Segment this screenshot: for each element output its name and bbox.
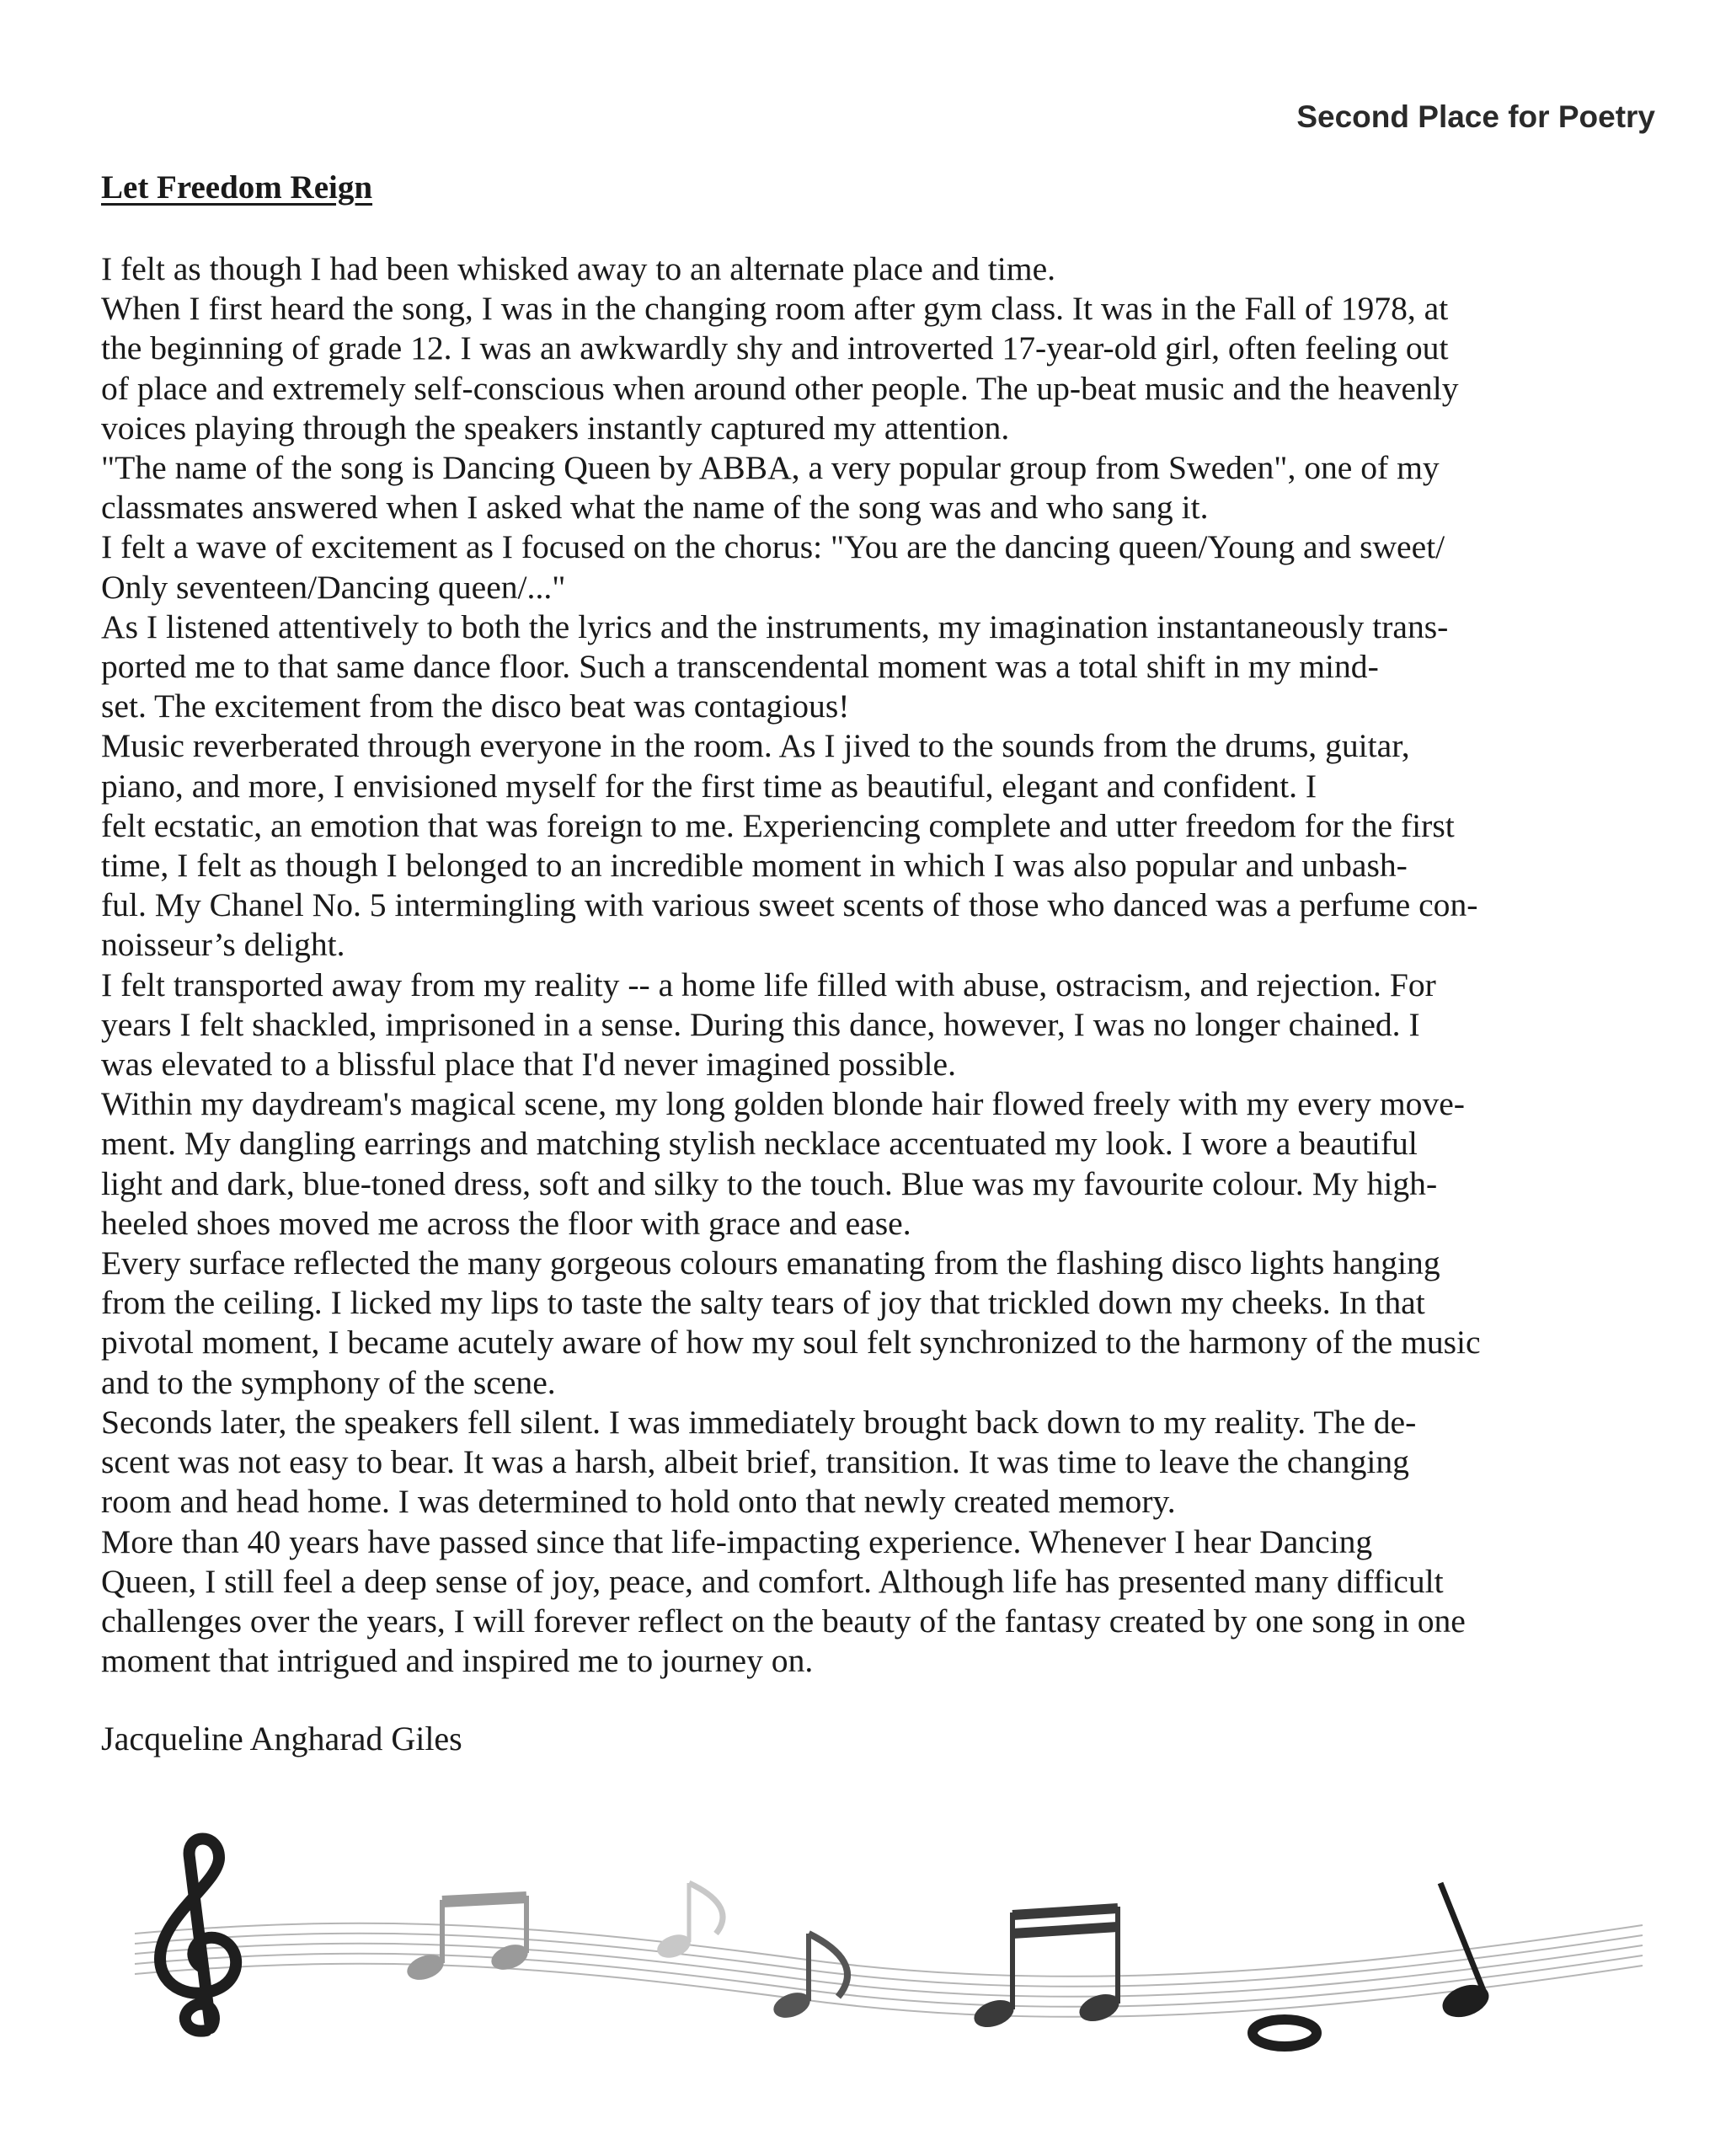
poem-line: More than 40 years have passed since that life-impacting experience. Whenever I hear Dancing	[101, 1522, 1373, 1560]
poem-line: I felt a wave of excitement as I focused on the chorus: "You are the dancing queen/Young and sweet/	[101, 528, 1445, 566]
poem-line: classmates answered when I asked what the name of the song was and who sang it.	[101, 489, 1209, 527]
poem-line: I felt as though I had been whisked away to an alternate place and time.	[101, 250, 1056, 287]
poem-line: Music reverberated through everyone in the room. As I jived to the sounds from the drums, guitar,	[101, 727, 1410, 765]
poem-line: voices playing through the speakers instantly captured my attention.	[101, 409, 1010, 447]
poem-line: moment that intrigued and inspired me to journey on.	[101, 1642, 814, 1680]
poem-line: light and dark, blue-toned dress, soft and silky to the touch. Blue was my favourite colour. My high-	[101, 1164, 1438, 1202]
poem-line: room and head home. I was determined to hold onto that newly created memory.	[101, 1483, 1176, 1521]
poem-line: Seconds later, the speakers fell silent. I was immediately brought back down to my reality. The de-	[101, 1403, 1417, 1441]
poem-line: Only seventeen/Dancing queen/..."	[101, 568, 566, 606]
poem-line: As I listened attentively to both the lyrics and the instruments, my imagination instantaneously trans-	[101, 607, 1449, 645]
poem-line: piano, and more, I envisioned myself for the first time as beautiful, elegant and confident. I	[101, 767, 1317, 805]
poem-line: heeled shoes moved me across the floor with grace and ease.	[101, 1204, 911, 1242]
poem-line: ful. My Chanel No. 5 intermingling with various sweet scents of those who danced was a perfume con-	[101, 886, 1478, 924]
poem-line: scent was not easy to bear. It was a harsh, albeit brief, transition. It was time to leave the changing	[101, 1443, 1409, 1481]
poem-title: Let Freedom Reign	[101, 169, 373, 206]
poem-line: ment. My dangling earrings and matching stylish necklace accentuated my look. I wore a beautiful	[101, 1125, 1418, 1163]
poem-line: years I felt shackled, imprisoned in a sense. During this dance, however, I was no longer chained. I	[101, 1005, 1420, 1043]
poem-line: of place and extremely self-conscious when around other people. The up-beat music and the heavenly	[101, 369, 1459, 407]
poem-line: ported me to that same dance floor. Such a transcendental moment was a total shift in my mind-	[101, 648, 1379, 686]
poem-line: Every surface reflected the many gorgeous colours emanating from the flashing disco lights hanging	[101, 1244, 1440, 1282]
poem-line: felt ecstatic, an emotion that was foreign to me. Experiencing complete and utter freedom for the first	[101, 806, 1455, 844]
poem-line: was elevated to a blissful place that I'd never imagined possible.	[101, 1046, 956, 1083]
award-heading: Second Place for Poetry	[1296, 99, 1655, 134]
poem-line: "The name of the song is Dancing Queen by ABBA, a very popular group from Sweden", one of my	[101, 449, 1440, 487]
poem-line: Within my daydream's magical scene, my long golden blonde hair flowed freely with my every move-	[101, 1085, 1465, 1123]
poem-line: the beginning of grade 12. I was an awkwardly shy and introverted 17-year-old girl, often feeling out	[101, 329, 1449, 367]
poem-line: set. The excitement from the disco beat was contagious!	[101, 687, 850, 725]
poem-line: Queen, I still feel a deep sense of joy, peace, and comfort. Although life has presented many difficult	[101, 1562, 1444, 1600]
author-signature: Jacqueline Angharad Giles	[101, 1720, 462, 1757]
music-staff-notes-icon	[126, 1832, 1651, 2052]
poem-body	[101, 249, 1655, 1681]
poem-line: I felt transported away from my reality -- a home life filled with abuse, ostracism, and rejection. For	[101, 966, 1436, 1003]
poem-line: from the ceiling. I licked my lips to taste the salty tears of joy that trickled down my cheeks. In that	[101, 1284, 1425, 1322]
poem-line: time, I felt as though I belonged to an incredible moment in which I was also popular and unbash-	[101, 847, 1408, 885]
poem-line: noisseur’s delight.	[101, 926, 345, 964]
poem-line: When I first heard the song, I was in the changing room after gym class. It was in the Fall of 1978, at	[101, 290, 1449, 328]
poem-line: and to the symphony of the scene.	[101, 1363, 556, 1401]
poem-line: challenges over the years, I will forever reflect on the beauty of the fantasy created by one song in one	[101, 1602, 1466, 1640]
poem-line: pivotal moment, I became acutely aware of how my soul felt synchronized to the harmony of the music	[101, 1324, 1481, 1362]
